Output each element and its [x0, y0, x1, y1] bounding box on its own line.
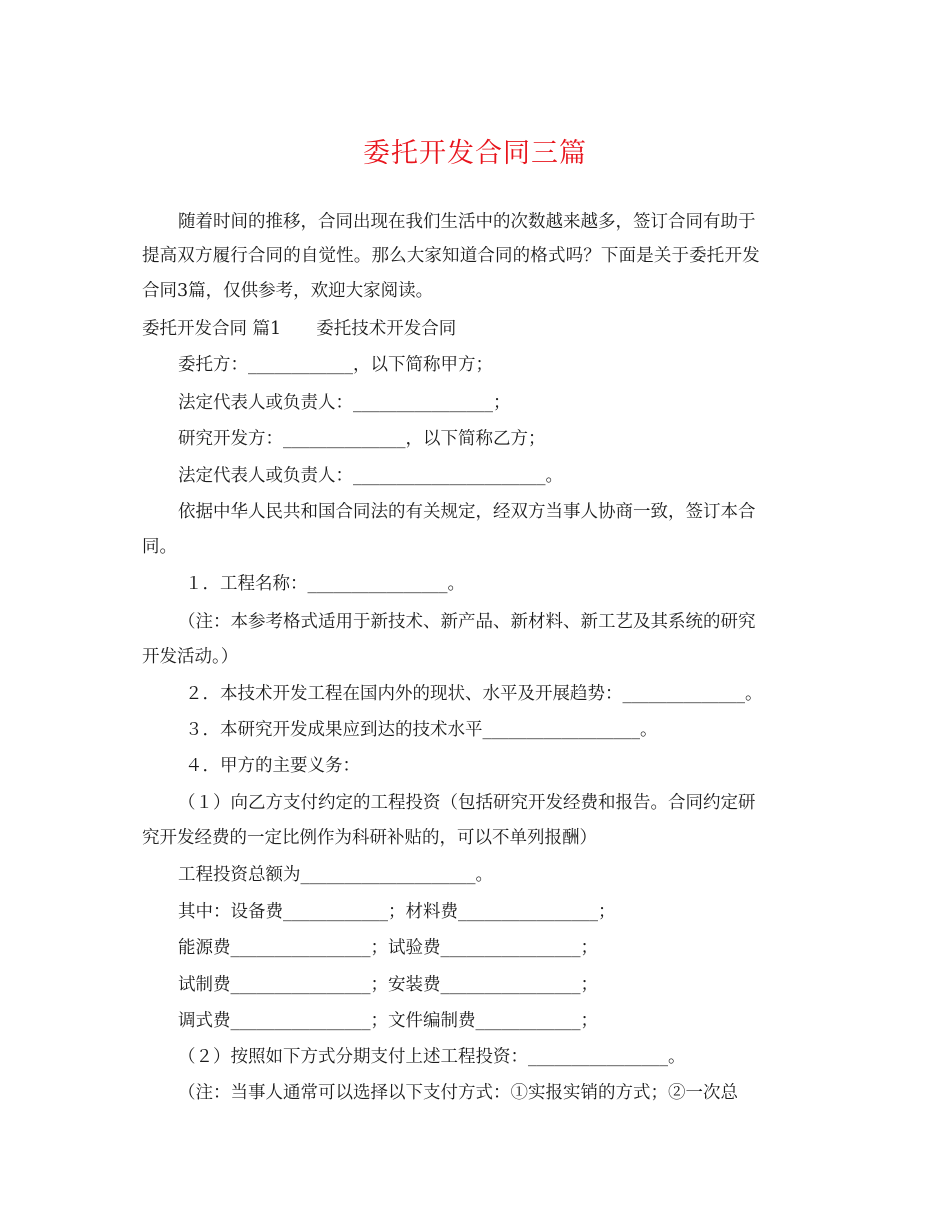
paragraph-line: ２．本技术开发工程在国内外的现状、水平及开展趋势：______________。 [185, 684, 763, 704]
paragraph-line: （２）按照如下方式分期支付上述工程投资：________________。 [178, 1047, 686, 1067]
paragraph-line: 法定代表人或负责人：________________； [178, 393, 511, 413]
paragraph-line: ３．本研究开发成果应到达的技术水平__________________。 [185, 720, 658, 740]
section-heading: 委托开发合同 篇1 委托技术开发合同 [142, 319, 457, 339]
paragraph-line: ４．甲方的主要义务： [185, 756, 360, 776]
paragraph-line: 究开发经费的一定比例作为科研补贴的，可以不单列报酬） [142, 828, 597, 848]
paragraph-line: 能源费________________；试验费________________； [178, 938, 598, 958]
paragraph-line: 法定代表人或负责人：______________________。 [178, 466, 563, 486]
paragraph-line: （注：当事人通常可以选择以下支付方式：①实报实销的方式；②一次总 [178, 1083, 738, 1103]
paragraph-line: （１）向乙方支付约定的工程投资（包括研究开发经费和报告。合同约定研 [178, 793, 756, 813]
paragraph-line: （注：本参考格式适用于新技术、新产品、新材料、新工艺及其系统的研究 [178, 612, 756, 632]
paragraph-line: 调式费________________；文件编制费____________； [178, 1011, 598, 1031]
document-title: 委托开发合同三篇 [363, 138, 587, 169]
paragraph-line: 合同3篇，仅供参考，欢迎大家阅读。 [142, 281, 434, 301]
paragraph-line: 依据中华人民共和国合同法的有关规定，经双方当事人协商一致，签订本合 [178, 502, 756, 522]
paragraph-line: 同。 [142, 537, 177, 557]
paragraph-line: 工程投资总额为____________________。 [178, 865, 493, 885]
paragraph-line: 委托方：____________，以下简称甲方； [178, 355, 493, 375]
paragraph-line: 开发活动。） [142, 647, 239, 667]
paragraph-line: 其中：设备费____________；材料费________________； [178, 902, 616, 922]
paragraph-line: １．工程名称：________________。 [185, 574, 465, 594]
paragraph-line: 提高双方履行合同的自觉性。那么大家知道合同的格式吗？下面是关于委托开发 [142, 246, 760, 266]
paragraph-line: 研究开发方：______________，以下简称乙方； [178, 429, 546, 449]
paragraph-line: 随着时间的推移，合同出现在我们生活中的次数越来越多，签订合同有助于 [178, 212, 756, 232]
paragraph-line: 试制费________________；安装费________________； [178, 975, 598, 995]
